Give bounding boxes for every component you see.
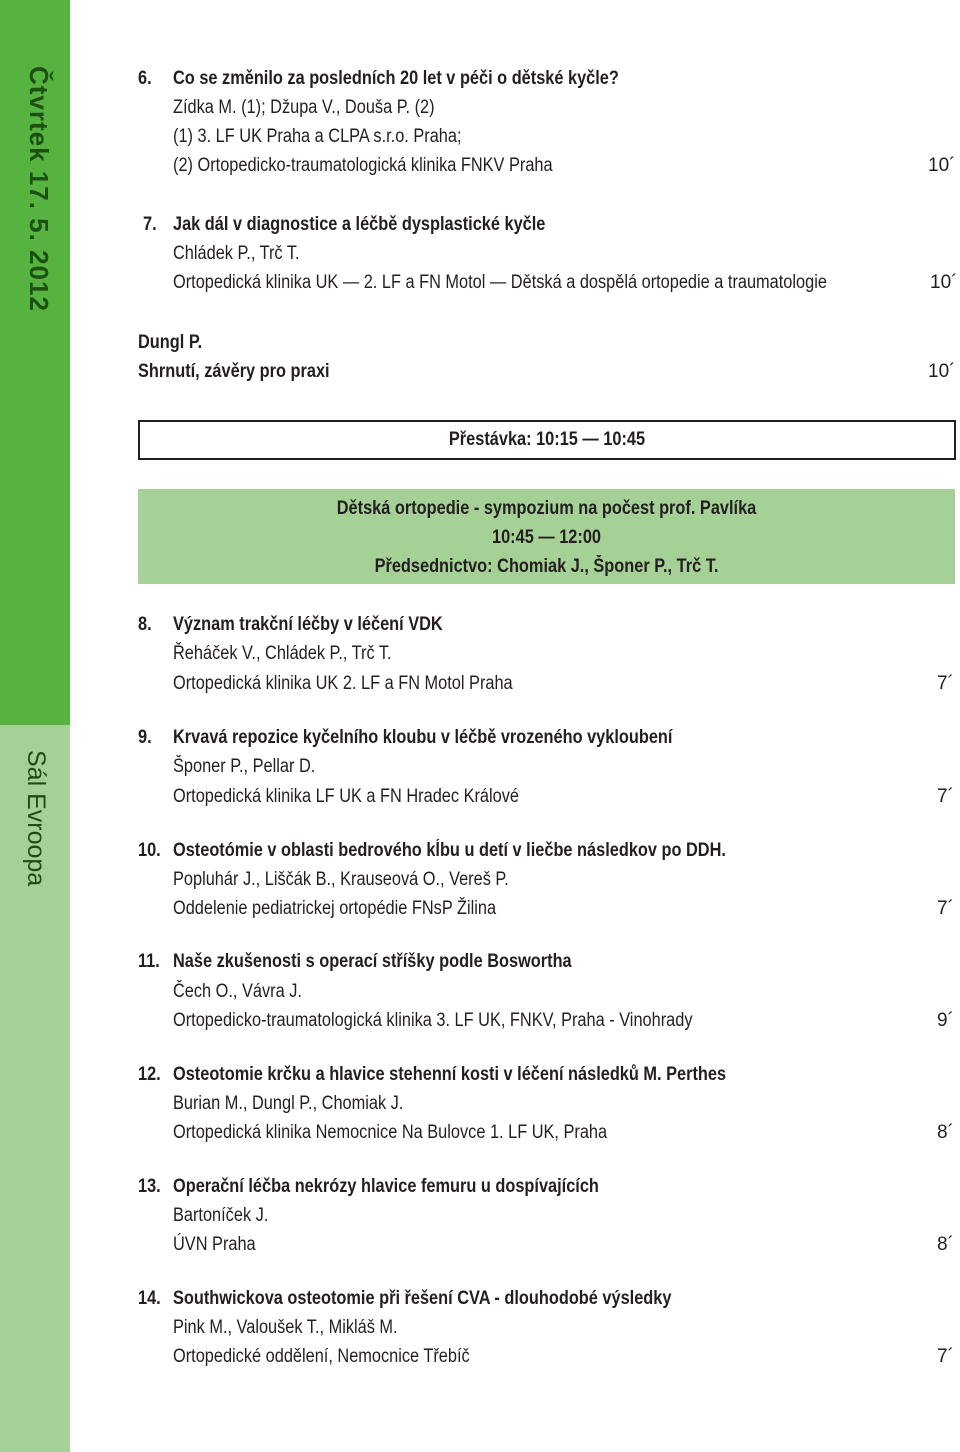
item-number: 6. — [138, 68, 152, 89]
item-duration: 7´ — [937, 786, 954, 807]
item-duration: 10´ — [928, 155, 956, 176]
item-authors: Popluhár J., Liščák B., Krauseová O., Vereš P. — [173, 869, 509, 890]
item-authors: Zídka M. (1); Džupa V., Douša P. (2) — [173, 97, 435, 118]
item-number: 9. — [138, 727, 152, 748]
item-authors: Čech O., Vávra J. — [173, 981, 302, 1002]
sidebar-hall: Sál Evroopa — [22, 750, 50, 887]
item-number: 11. — [138, 951, 160, 972]
item-title: Southwickova osteotomie při řešení CVA - dlouhodobé výsledky — [173, 1288, 672, 1309]
item-title: Osteotomie krčku a hlavice stehenní kosti v léčení následků M. Perthes — [173, 1064, 727, 1085]
item-affiliation: Ortopedická klinika UK — 2. LF a FN Motol — Dětská a dospělá ortopedie a traumatologie — [173, 272, 827, 293]
item-authors: Chládek P., Trč T. — [173, 243, 300, 264]
item-title: Osteotómie v oblasti bedrového kĺbu u detí v liečbe následkov po DDH. — [173, 840, 726, 861]
item-affiliation: ÚVN Praha — [173, 1234, 256, 1255]
item-number: 10. — [138, 840, 161, 861]
item-duration: 10´ — [930, 272, 958, 293]
item-authors: Pink M., Valoušek T., Mikláš M. — [173, 1317, 398, 1338]
item-affiliation: Ortopedické oddělení, Nemocnice Třebíč — [173, 1346, 470, 1367]
item-duration: 7´ — [937, 898, 954, 919]
sidebar-date: Čtvrtek 17. 5. 2012 — [24, 66, 54, 312]
item-affiliation: Ortopedická klinika Nemocnice Na Bulovce 1. LF UK, Praha — [173, 1122, 608, 1143]
item-title: Význam trakční léčby v léčení VDK — [173, 614, 443, 635]
item-number: 14. — [138, 1288, 161, 1309]
summary-duration: 10´ — [928, 361, 956, 382]
item-affiliation: (2) Ortopedicko-traumatologická klinika FNKV Praha — [173, 155, 553, 176]
item-number: 7. — [143, 214, 157, 235]
symposium-time: 10:45 — 12:00 — [491, 527, 602, 548]
item-title: Co se změnilo za posledních 20 let v péči o dětské kyčle? — [173, 68, 619, 89]
item-affiliation: Oddelenie pediatrickej ortopédie FNsP Žilina — [173, 898, 497, 919]
item-title: Operační léčba nekrózy hlavice femuru u dospívajících — [173, 1176, 599, 1197]
item-duration: 8´ — [937, 1234, 954, 1255]
item-authors: Šponer P., Pellar D. — [173, 756, 316, 777]
item-duration: 7´ — [937, 673, 954, 694]
item-affiliation: Ortopedicko-traumatologická klinika 3. LF UK, FNKV, Praha - Vinohrady — [173, 1010, 693, 1031]
break-label: Přestávka: 10:15 — 10:45 — [448, 429, 646, 450]
item-duration: 8´ — [937, 1122, 954, 1143]
item-number: 13. — [138, 1176, 161, 1197]
item-title: Krvavá repozice kyčelního kloubu v léčbě vrozeného vykloubení — [173, 727, 673, 748]
item-authors: Řeháček V., Chládek P., Trč T. — [173, 643, 392, 664]
summary-title: Shrnutí, závěry pro praxi — [138, 361, 330, 382]
symposium-chairs: Předsednictvo: Chomiak J., Šponer P., Trč T. — [374, 556, 719, 577]
symposium-title: Dětská ortopedie - sympozium na počest prof. Pavlíka — [336, 498, 757, 519]
item-authors: Burian M., Dungl P., Chomiak J. — [173, 1093, 404, 1114]
item-duration: 7´ — [937, 1346, 954, 1367]
item-duration: 9´ — [937, 1010, 954, 1031]
item-affiliation: Ortopedická klinika UK 2. LF a FN Motol Praha — [173, 673, 513, 694]
item-affiliation: Ortopedická klinika LF UK a FN Hradec Králové — [173, 786, 520, 807]
item-authors: Bartoníček J. — [173, 1205, 269, 1226]
symposium-header — [138, 489, 955, 584]
item-title: Naše zkušenosti s operací stříšky podle Boswortha — [173, 951, 572, 972]
item-number: 12. — [138, 1064, 161, 1085]
break-box — [138, 420, 956, 460]
item-affiliation: (1) 3. LF UK Praha a CLPA s.r.o. Praha; — [173, 126, 462, 147]
item-title: Jak dál v diagnostice a léčbě dysplastické kyčle — [173, 214, 546, 235]
item-number: 8. — [138, 614, 152, 635]
summary-speaker: Dungl P. — [138, 332, 203, 353]
